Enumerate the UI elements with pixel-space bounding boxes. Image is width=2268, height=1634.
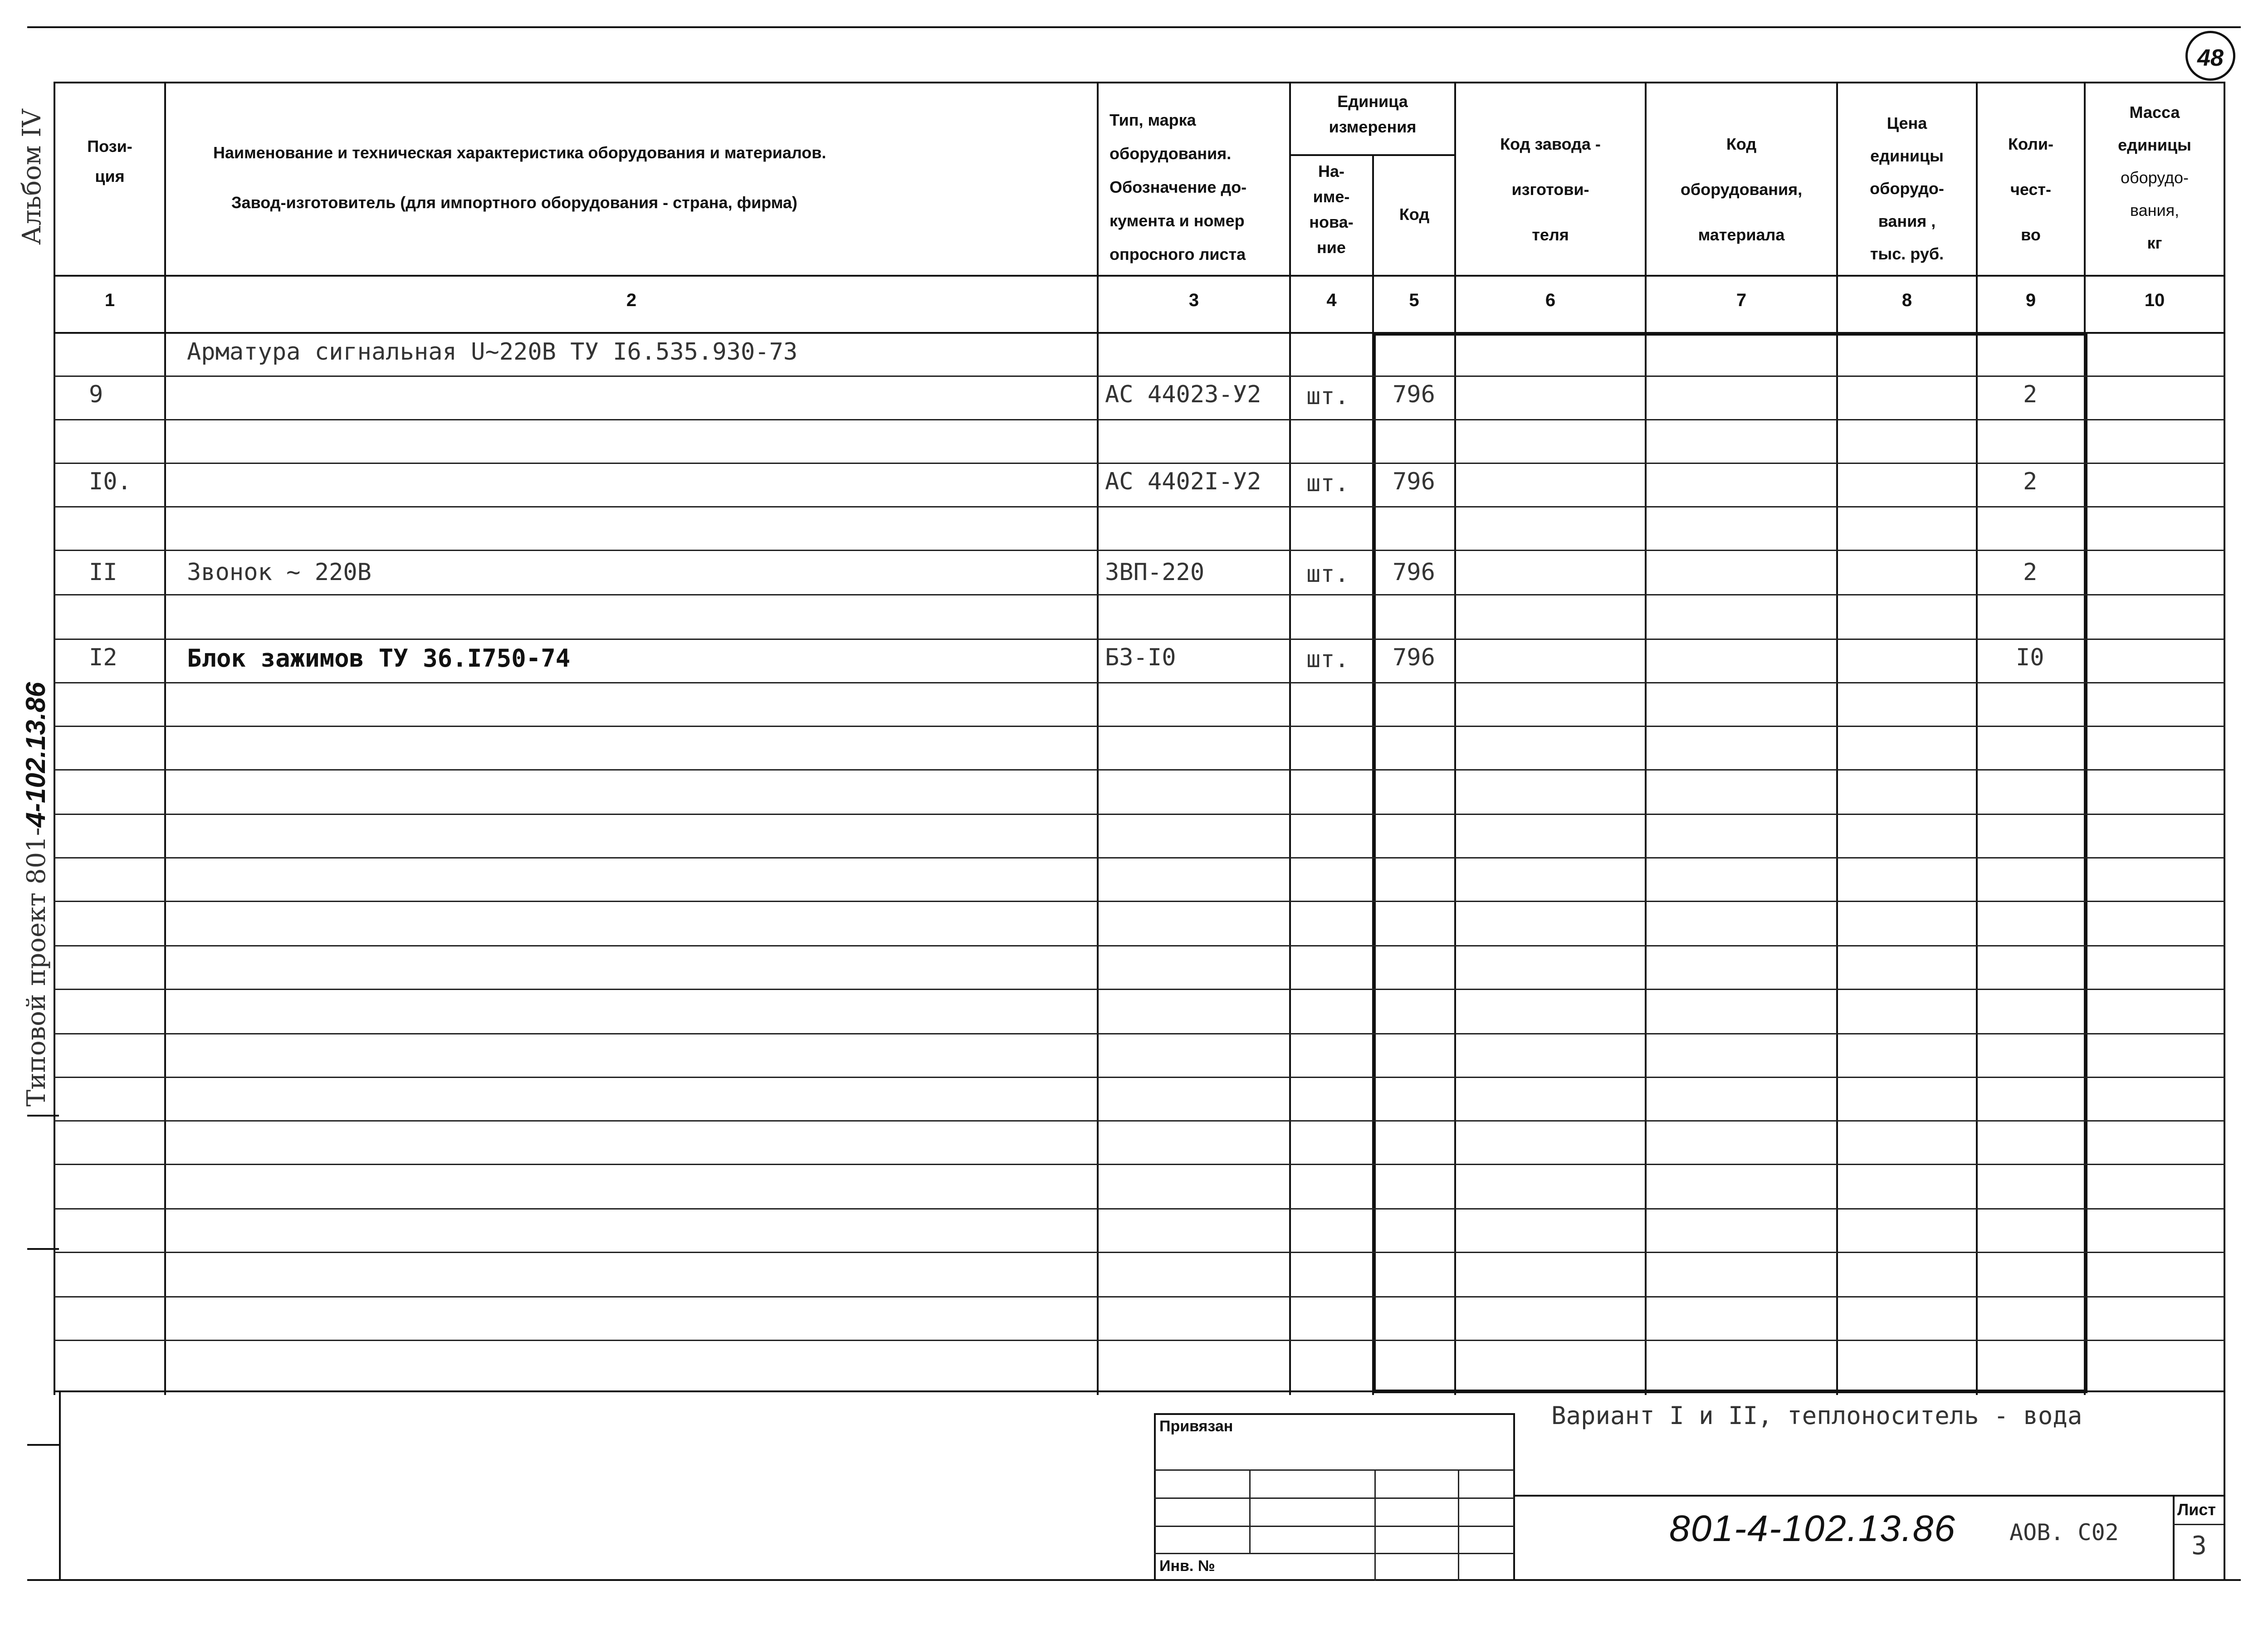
header-name-line: Наименование и техническая характеристика оборудования и материалов. (213, 143, 826, 162)
header-position-line: ция (95, 167, 125, 185)
row-code: 796 (1393, 644, 1435, 671)
stamp-divider (1154, 1413, 1156, 1581)
column-number: 3 (1188, 290, 1199, 310)
header-price-line: тыс. руб. (1870, 244, 1944, 263)
album-side-label: Альбом IV (17, 109, 47, 245)
stamp-line (1154, 1553, 1514, 1554)
row-code: 796 (1393, 381, 1435, 408)
header-equipment-code-line: Код (1726, 135, 1757, 153)
document-mark: АОВ. С02 (2009, 1519, 2119, 1546)
row-code: 796 (1393, 559, 1435, 586)
header-factory-code-line: изготови- (1511, 180, 1589, 199)
header-unit-name-line: нова- (1309, 213, 1354, 231)
header-mass-line: оборудо- (2120, 168, 2189, 187)
header-type-line: опросного листа (1110, 245, 1246, 263)
header-type-line: Обозначение до- (1110, 178, 1247, 196)
header-price-line: единицы (1870, 146, 1944, 165)
row-quantity: 2 (2023, 559, 2038, 586)
row-type: АС 4402I-У2 (1105, 468, 1261, 495)
document-code: 801-4-102.13.86 (1669, 1508, 1956, 1549)
header-name-line: Завод-изготовитель (для импортного оборудования - страна, фирма) (231, 193, 797, 212)
stamp-right-border (2224, 1390, 2225, 1581)
row-unit: шт. (1306, 383, 1349, 410)
header-unit-line: измерения (1329, 117, 1417, 136)
row-type: ЗВП-220 (1105, 559, 1205, 586)
project-side-prefix: Типовой проект 801- (22, 827, 51, 1107)
header-price-line: оборудо- (1870, 179, 1944, 198)
column-number: 2 (626, 290, 637, 310)
header-equipment-code-line: материала (1698, 225, 1785, 244)
stamp-line (1513, 1495, 2224, 1497)
header-price-line: Цена (1887, 114, 1927, 132)
header-type-line: Тип, марка (1110, 111, 1196, 129)
stamp-line (1154, 1413, 1514, 1415)
row-quantity: 2 (2023, 381, 2038, 408)
stamp-divider (1374, 1469, 1376, 1581)
row-type: АС 44023-У2 (1105, 381, 1261, 408)
stamp-left-border (59, 1390, 61, 1581)
header-mass-line: вания, (2130, 201, 2180, 219)
stamp-line (2173, 1524, 2224, 1525)
row-position: I0. (89, 468, 132, 495)
header-equipment-code-line: оборудования, (1680, 180, 1803, 199)
stamp-divider (1249, 1469, 1251, 1553)
variant-text: Вариант I и II, теплоноситель - вода (1551, 1401, 2082, 1430)
sheet-label: Лист (2177, 1500, 2216, 1519)
column-number: 1 (104, 290, 115, 310)
header-factory-code-line: теля (1532, 225, 1569, 244)
row-quantity: I0 (2016, 644, 2044, 671)
column-number: 6 (1545, 290, 1556, 310)
row-position: I2 (89, 644, 117, 671)
header-unit-name-line: На- (1318, 162, 1344, 180)
header-mass-line: единицы (2118, 136, 2191, 154)
column-number: 4 (1326, 290, 1337, 310)
row-name: Блок зажимов ТУ 36.I750-74 (187, 644, 571, 673)
row-unit: шт. (1306, 646, 1349, 673)
header-quantity-line: Коли- (2008, 135, 2054, 153)
header-mass-line: кг (2147, 234, 2162, 252)
row-unit: шт. (1306, 561, 1349, 588)
sheet-number-badge: 48 (2185, 31, 2235, 81)
row-name: Звонок ~ 220В (187, 559, 371, 586)
project-side-code: 4-102.13.86 (20, 682, 51, 828)
sheet-number: 3 (2191, 1531, 2207, 1561)
row-quantity: 2 (2023, 468, 2038, 495)
header-type-line: оборудования. (1110, 144, 1232, 163)
column-number: 7 (1736, 290, 1747, 310)
stamp-line (1154, 1497, 1514, 1499)
inventory-label: Инв. № (1159, 1557, 1215, 1575)
header-price-line: вания , (1878, 212, 1936, 230)
stamp-line (1154, 1469, 1514, 1471)
header-type-line: кумента и номер (1110, 211, 1245, 230)
column-number: 5 (1409, 290, 1419, 310)
stamp-divider (1513, 1413, 1515, 1581)
row-position: 9 (89, 381, 103, 408)
stamp-divider (1458, 1469, 1459, 1581)
column-number: 9 (2025, 290, 2036, 310)
column-number: 8 (1901, 290, 1912, 310)
header-unit-name-line: ние (1317, 238, 1346, 257)
row-code: 796 (1393, 468, 1435, 495)
header-factory-code-line: Код завода - (1500, 135, 1601, 153)
row-type: БЗ-I0 (1105, 644, 1176, 671)
stamp-line (1154, 1526, 1514, 1527)
header-unit-name-line: име- (1313, 187, 1350, 206)
row-unit: шт. (1306, 470, 1349, 497)
header-position-line: Пози- (87, 137, 132, 156)
row-position: II (89, 559, 117, 586)
header-quantity-line: чест- (2010, 180, 2052, 199)
header-quantity-line: во (2021, 225, 2041, 244)
header-unit-line: Единица (1337, 92, 1408, 111)
header-unit-code: Код (1399, 205, 1430, 224)
header-mass-line: Масса (2129, 103, 2180, 122)
row-name: Арматура сигнальная U~220В ТУ I6.535.930-73 (187, 338, 798, 366)
column-number: 10 (2144, 290, 2165, 310)
bound-label: Привязан (1159, 1418, 1233, 1435)
